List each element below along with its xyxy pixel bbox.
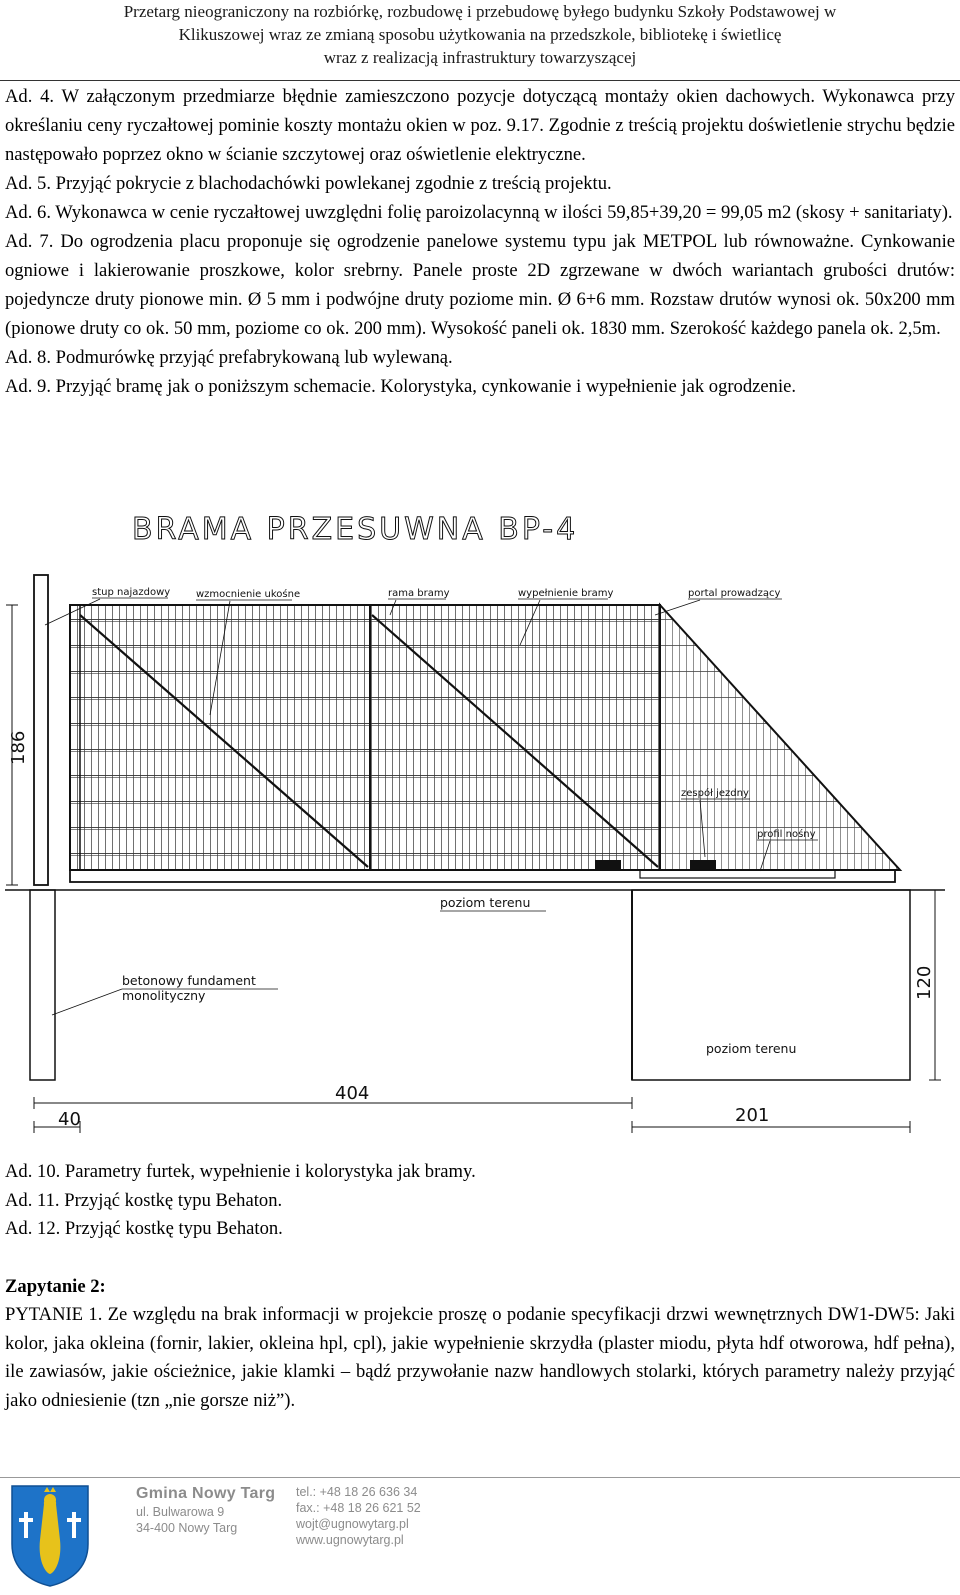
paragraph-ad4: Ad. 4. W załączonym przedmiarze błędnie zamieszczono pozycje dotyczącą montaży okien dachowych. Wykonawca przy określaniu ceny ryczałtowej pominie koszty montażu okien w poz. 9.17. Zgodnie z treścią projektu doświetlenie strychu będzie następowało poprzez okno w ścianie szczytowej oraz oświetlenie elektryczne. [5,86,955,165]
dim-40: 40 [58,1109,81,1130]
label-wzmocnienie: wzmocnienie ukośne [196,589,301,600]
dim-120: 120 [914,965,935,1000]
carriage [690,860,716,870]
dim-186: 186 [8,730,29,765]
org-street: ul. Bulwarowa 9 [136,1505,225,1519]
contact-website[interactable]: www.ugnowytarg.pl [296,1533,404,1547]
label-rama: rama bramy [388,588,450,599]
paragraph-ad8: Ad. 8. Podmurówkę przyjąć prefabrykowaną lub wylewaną. [5,347,453,368]
paragraph-ad11: Ad. 11. Przyjąć kostkę typu Behaton. [5,1189,283,1211]
paragraph-ad7: Ad. 7. Do ogrodzenia placu proponuje się ogrodzenie panelowe systemu typu jak METPOL lub równoważne. Cynkowanie ogniowe i lakierowanie proszkowe, kolor srebrny. Panele proste 2D zgrzewane w dwóch wariantach grubości drutów: pojedyncze druty pionowe min. Ø 5 mm i podwójne druty poziome min. Ø 6+6 mm. Rozstaw drutów wynosi ok. 50x200 mm (pionowe druty co ok. 50 mm, poziome co ok. 200 mm). Wysokość paneli ok. 1830 mm. Szerokość każdego panela ok. 2,5m. [5,231,955,339]
contact-fax: fax.: +48 18 26 621 52 [296,1501,421,1515]
dim-201: 201 [735,1105,770,1126]
lower-section [5,1158,955,1415]
document-header [0,0,960,69]
label-stup: stup najazdowy [92,587,171,598]
contact-email[interactable]: wojt@ugnowytarg.pl [296,1517,409,1531]
bottom-rail [70,870,895,882]
paragraph-ad9: Ad. 9. Przyjąć bramę jak o poniższym schemacie. Kolorystyka, cynkowanie i wypełnienie jak ogrodzenie. [5,376,797,397]
footer-organization [136,1484,275,1536]
arrival-post [34,575,48,885]
gate-frame [70,605,660,870]
header-line-2: Klikuszowej wraz ze zmianą sposobu użytkowania na przedszkole, bibliotekę i świetlicę [178,25,782,44]
gate-drawing [0,515,960,1155]
label-monolityczny: monolityczny [122,988,206,1003]
paragraph-ad5: Ad. 5. Przyjąć pokrycie z blachodachówki powlekanej zgodnie z treścią projektu. [5,173,612,194]
paragraph-pytanie-1: PYTANIE 1. Ze względu na brak informacji w projekcie proszę o podanie specyfikacji drzwi wewnętrznych DW1-DW5: Jaki kolor, jaka okleina (fornir, lakier, okleina hpl, cpl), jakie wypełnienie skrzydła (plaster miodu, płyta hdf otworowa, hdf pełna), ile zawiasów, jakie ościeżnice, jakie klamki – bądź przywołanie nazw handlowych stolarki, których parametry należy przyjąć jako odniesienie (tzn „nie gorsze niż”). [5,1304,955,1411]
label-poziom-terenu-2: poziom terenu [706,1041,797,1056]
dim-404: 404 [335,1083,370,1104]
section-heading: Zapytanie 2: [5,1275,106,1297]
label-betonowy-fundament: betonowy fundament [122,973,256,988]
label-zespol: zespół jezdny [681,788,749,799]
paragraph-ad10: Ad. 10. Parametry furtek, wypełnienie i kolorystyka jak bramy. [5,1161,476,1182]
load-profile [640,870,835,878]
label-profil: profil nośny [757,829,816,840]
org-city: 34-400 Nowy Targ [136,1521,238,1535]
footer-contact [296,1484,421,1548]
label-wypelnienie: wypełnienie bramy [518,588,614,599]
label-poziom-terenu-1: poziom terenu [440,895,531,910]
paragraph-ad6: Ad. 6. Wykonawca w cenie ryczałtowej uwzględni folię paroizolacynną w ilości 59,85+39,20 = 99,05 m2 (skosy + sanitariaty). [5,202,953,223]
header-line-3: wraz z realizacją infrastruktury towarzyszącej [323,48,637,67]
label-portal: portal prowadzący [688,588,781,599]
answers-section [5,82,955,401]
paragraph-ad12: Ad. 12. Przyjąć kostkę typu Behaton. [5,1218,283,1239]
org-name: Gmina Nowy Targ [136,1485,276,1502]
footer-divider [0,1477,960,1478]
header-divider [0,80,960,81]
contact-tel: tel.: +48 18 26 636 34 [296,1485,418,1499]
header-line-1: Przetarg nieograniczony na rozbiórkę, rozbudowę i przebudowę byłego budynku Szkoły Podstawowej w [123,2,837,21]
foundation-post [30,890,55,1080]
drawing-title: BRAMA PRZESUWNA BP-4 [132,515,579,547]
municipality-crest-icon [8,1482,92,1588]
